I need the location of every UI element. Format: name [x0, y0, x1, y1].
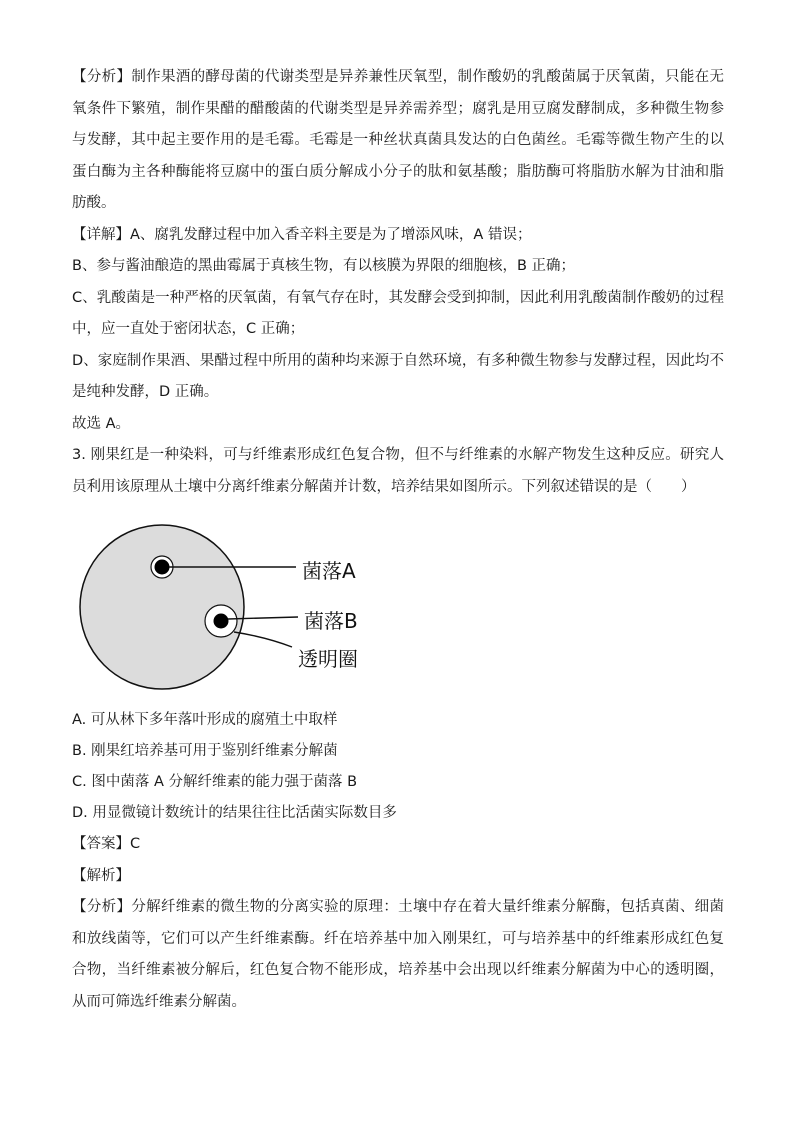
analysis-label: 【分析】: [72, 69, 132, 85]
colony-b-label: 菌落B: [304, 609, 358, 633]
analysis-text: 制作果酒的酵母菌的代谢类型是异养兼性厌氧型，制作酸奶的乳酸菌属于厌氧菌，只能在无氧条件下繁殖，制作果醋的醋酸菌的代谢类型是异养需养型；腐乳是用豆腐发酵制成，多种微生物参与发酵，其中起主要作用的是毛霉。毛霉是一种丝状真菌具发达的白色菌丝。毛霉等微生物产生的以蛋白酶为主各种酶能将豆腐中的蛋白质分解成小分子的肽和氨基酸；脂肪酶可将脂肪水解为甘油和脂肪酸。: [72, 69, 725, 211]
option-d: D. 用显微镜计数统计的结果往往比活菌实际数目多: [72, 805, 397, 821]
question-3-stem: 3. 刚果红是一种染料，可与纤维素形成红色复合物，但不与纤维素的水解产物发生这种反应。研究人员利用该原理从土壤中分离纤维素分解菌并计数，培养结果如图所示。下列叙述错误的是（ ）: [72, 447, 724, 495]
colony-b: [214, 614, 229, 629]
detail-item-a: A、腐乳发酵过程中加入香辛料主要是为了增添风味，A 错误；: [130, 226, 532, 243]
leader-line-ring: [234, 632, 292, 647]
option-c: C. 图中菌落 A 分解纤维素的能力强于菌落 B: [72, 774, 358, 790]
analysis-paragraph-2: [72, 892, 724, 1018]
detail-label: 【详解】: [72, 226, 130, 243]
option-a: A. 可从林下多年落叶形成的腐殖土中取样: [72, 712, 338, 728]
detail-item-b: B、参与酱油酿造的黑曲霉属于真核生物，有以核膜为界限的细胞核，B 正确；: [72, 258, 576, 274]
detail-conclusion: 故选 A。: [72, 415, 131, 432]
document-page: [72, 62, 724, 1018]
analysis-paragraph-1: [72, 62, 724, 220]
analysis-text-2: 分解纤维素的微生物的分离实验的原理：土壤中存在着大量纤维素分解酶，包括真菌、细菌和放线菌等，它们可以产生纤维素酶。纤在培养基中加入刚果红，可与培养基中的纤维素形成红色复合物，当纤维素被分解后，红色复合物不能形成，培养基中会出现以纤维素分解菌为中心的透明圈，从而可筛选纤维素分解菌。: [72, 899, 725, 1010]
explanation-label: 【解析】: [72, 867, 130, 884]
analysis-label-2: 【分析】: [72, 899, 132, 915]
answer-options: [72, 705, 724, 829]
option-b: B. 刚果红培养基可用于鉴别纤维素分解菌: [72, 743, 338, 759]
clear-zone-label: 透明圈: [298, 647, 358, 671]
colony-a: [155, 560, 170, 575]
detail-item-c: C、乳酸菌是一种严格的厌氧菌，有氧气存在时，其发酵会受到抑制，因此利用乳酸菌制作酸奶的过程中，应一直处于密闭状态，C 正确；: [72, 289, 724, 337]
answer-value: C: [130, 836, 141, 852]
petri-dish-figure: [76, 519, 376, 699]
answer-line: [72, 829, 724, 861]
detail-paragraph: [72, 220, 724, 252]
detail-item-d: D、家庭制作果酒、果醋过程中所用的菌种均来源于自然环境，有多种微生物参与发酵过程，因此均不是纯种发酵，D 正确。: [72, 352, 724, 400]
colony-a-label: 菌落A: [302, 559, 356, 583]
answer-label: 【答案】: [72, 836, 130, 852]
